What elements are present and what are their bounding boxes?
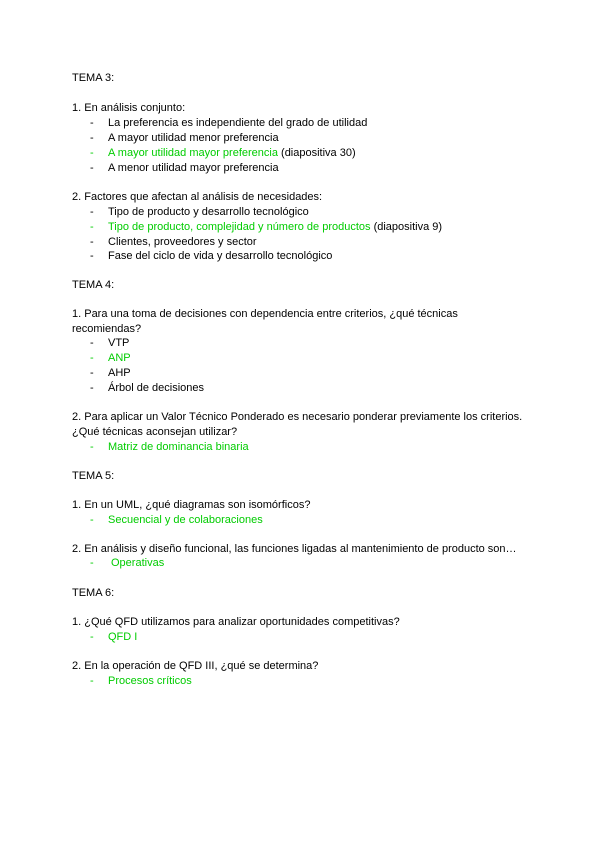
tema5-q1-answer: - Secuencial y de colaboraciones [90,514,263,526]
tema4-q2-text-line2: ¿Qué técnicas aconsejan utilizar? [72,426,238,438]
tema3-q1-option-2: - A mayor utilidad menor preferencia [90,132,279,144]
tema3-q2-option-4: - Fase del ciclo de vida y desarrollo tecnológico [90,250,333,262]
tema6-q1-text: 1. ¿Qué QFD utilizamos para analizar oportunidades competitivas? [72,616,400,628]
tema3-q2-option-2-correct: - Tipo de producto, complejidad y número de productos (diapositiva 9) [90,221,443,233]
tema3-q1-option-1: - La preferencia es independiente del grado de utilidad [90,117,368,129]
tema4-q1-option-4: - Árbol de decisiones [90,382,205,394]
tema4-q1-option-1: - VTP [90,337,130,349]
tema6-q2-text: 2. En la operación de QFD III, ¿qué se determina? [72,660,319,672]
tema3-heading: TEMA 3: [72,72,115,84]
tema5-q1-text: 1. En un UML, ¿qué diagramas son isomórficos? [72,499,311,511]
tema3-q2-option-3: - Clientes, proveedores y sector [90,236,257,248]
tema4-heading: TEMA 4: [72,279,115,291]
tema4-q1-option-3: - AHP [90,367,131,379]
tema5-q2-text: 2. En análisis y diseño funcional, las funciones ligadas al mantenimiento de producto son… [72,543,517,555]
tema3-q1-option-4: - A menor utilidad mayor preferencia [90,162,279,174]
tema5-q2-answer: - Operativas [90,557,165,569]
tema3-q2-option-1: - Tipo de producto y desarrollo tecnológico [90,206,309,218]
tema4-q1-text-line1: 1. Para una toma de decisiones con dependencia entre criterios, ¿qué técnicas [72,308,458,320]
tema6-q1-answer: - QFD I [90,631,138,643]
tema4-q1-text-line2: recomiendas? [72,323,142,335]
tema4-q2-answer: - Matriz de dominancia binaria [90,441,249,453]
tema4-q2-text-line1: 2. Para aplicar un Valor Técnico Ponderado es necesario ponderar previamente los criterios. [72,411,523,423]
tema3-q1-option-3-correct: - A mayor utilidad mayor preferencia (diapositiva 30) [90,147,356,159]
tema4-q1-option-2-correct: - ANP [90,352,131,364]
tema6-heading: TEMA 6: [72,587,115,599]
tema5-heading: TEMA 5: [72,470,115,482]
tema3-q1-text: 1. En análisis conjunto: [72,102,186,114]
tema6-q2-answer: - Procesos críticos [90,675,192,687]
tema3-q2-text: 2. Factores que afectan al análisis de necesidades: [72,191,323,203]
